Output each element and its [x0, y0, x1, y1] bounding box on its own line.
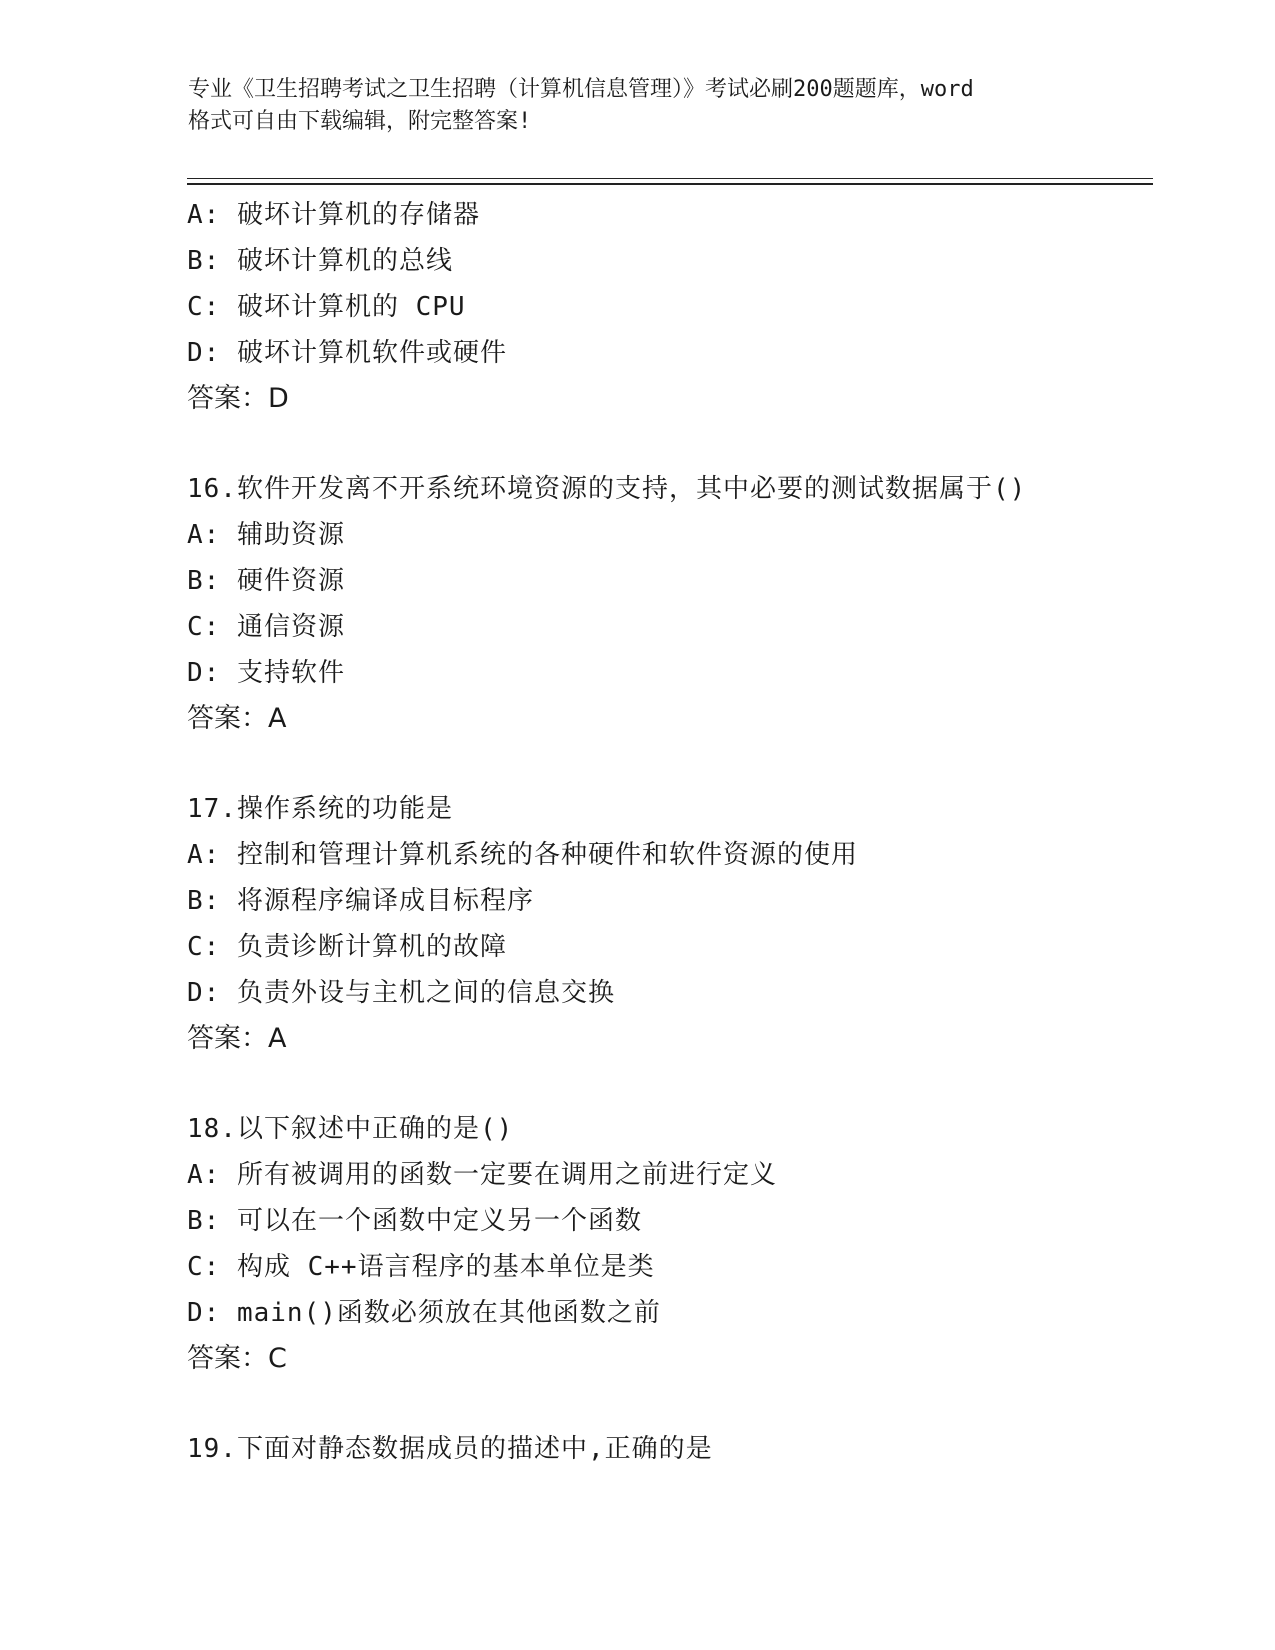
- option-c: C: 通信资源: [187, 612, 345, 642]
- block-gap: [187, 422, 1147, 466]
- answer-line: 答案：C: [187, 1343, 287, 1374]
- option-c: C: 负责诊断计算机的故障: [187, 932, 507, 962]
- question-block-18: [187, 1106, 1147, 1382]
- header-rule-top: [187, 178, 1153, 179]
- option-d: D: main()函数必须放在其他函数之前: [187, 1298, 661, 1328]
- option-a: A: 破坏计算机的存储器: [187, 200, 480, 230]
- option-b: B: 破坏计算机的总线: [187, 246, 453, 276]
- block-gap: [187, 1382, 1147, 1426]
- question-list: [187, 192, 1147, 1472]
- question-text: 16.软件开发离不开系统环境资源的支持，其中必要的测试数据属于(): [187, 474, 1027, 504]
- block-gap: [187, 1062, 1147, 1106]
- question-text: 19.下面对静态数据成员的描述中,正确的是: [187, 1434, 713, 1464]
- option-a: A: 控制和管理计算机系统的各种硬件和软件资源的使用: [187, 840, 858, 870]
- answer-line: 答案：A: [187, 1023, 287, 1054]
- option-c: C: 构成 C++语言程序的基本单位是类: [187, 1252, 655, 1282]
- option-b: B: 将源程序编译成目标程序: [187, 886, 534, 916]
- question-text: 17.操作系统的功能是: [187, 794, 453, 824]
- header-rule-bottom: [187, 183, 1153, 185]
- option-d: D: 破坏计算机软件或硬件: [187, 338, 507, 368]
- answer-line: 答案：A: [187, 703, 287, 734]
- answer-line: 答案：D: [187, 383, 289, 414]
- option-d: D: 支持软件: [187, 658, 345, 688]
- block-gap: [187, 742, 1147, 786]
- option-c: C: 破坏计算机的 CPU: [187, 292, 466, 322]
- option-d: D: 负责外设与主机之间的信息交换: [187, 978, 615, 1008]
- option-b: B: 可以在一个函数中定义另一个函数: [187, 1206, 642, 1236]
- question-block-16: [187, 466, 1147, 742]
- question-block-17: [187, 786, 1147, 1062]
- document-header: [188, 74, 1088, 138]
- option-a: A: 所有被调用的函数一定要在调用之前进行定义: [187, 1160, 777, 1190]
- option-b: B: 硬件资源: [187, 566, 345, 596]
- question-block-19: [187, 1426, 1147, 1472]
- question-block-15: [187, 192, 1147, 422]
- header-line-2: 格式可自由下载编辑，附完整答案!: [188, 109, 532, 134]
- header-line-1: 专业《卫生招聘考试之卫生招聘（计算机信息管理）》考试必刷200题题库，word: [188, 77, 974, 102]
- question-text: 18.以下叙述中正确的是(): [187, 1114, 514, 1144]
- option-a: A: 辅助资源: [187, 520, 345, 550]
